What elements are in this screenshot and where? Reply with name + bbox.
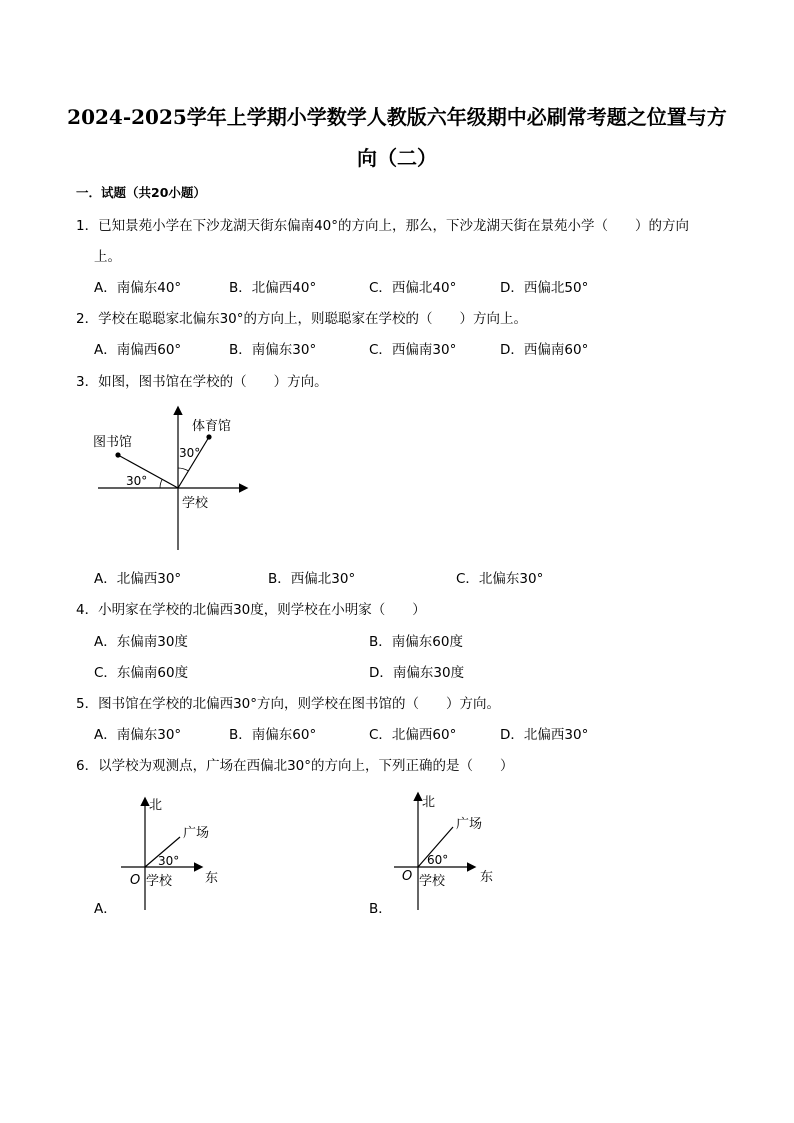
q6b-square-label: 广场	[456, 817, 483, 832]
q6b-origin-label: O	[402, 869, 413, 884]
q3-angle-top-label: 30°	[179, 446, 201, 460]
q3-gym-label: 体育馆	[192, 419, 232, 434]
q2-option-b[interactable]: B．南偏东30°	[229, 342, 317, 358]
q5-option-a[interactable]: A．南偏东30°	[94, 727, 182, 743]
q6b-north-label: 北	[422, 795, 436, 810]
question-5-text: 5．图书馆在学校的北偏西30°方向，则学校在图书馆的（ ）方向。	[76, 696, 501, 712]
page-title-line-1: 2024-2025学年上学期小学数学人教版六年级期中必刷常考题之位置与方	[67, 105, 727, 129]
q6a-school-label: 学校	[146, 874, 173, 889]
q6b-school-label: 学校	[419, 874, 446, 889]
q3-angle-arc-top	[178, 468, 188, 471]
question-1-text: 1．已知景苑小学在下沙龙湖天街东偏南40°的方向上，那么，下沙龙湖天街在景苑小学（ ）的方向	[76, 218, 690, 234]
q1-option-a[interactable]: A．南偏东40°	[94, 280, 182, 296]
q3-school-label: 学校	[182, 496, 209, 511]
q4-option-a[interactable]: A．东偏南30度	[94, 634, 188, 650]
q3-library-label: 图书馆	[93, 435, 133, 450]
q3-gym-point	[206, 434, 211, 439]
question-2-text: 2．学校在聪聪家北偏东30°的方向上，则聪聪家在学校的（ ）方向上。	[76, 311, 528, 327]
q6-figure-a	[115, 795, 235, 915]
q6b-angle-label: 60°	[427, 853, 449, 867]
question-3-text: 3．如图，图书馆在学校的（ ）方向。	[76, 374, 328, 390]
q2-option-a[interactable]: A．南偏西60°	[94, 342, 182, 358]
question-6-text: 6．以学校为观测点，广场在西偏北30°的方向上，下列正确的是（ ）	[76, 758, 514, 774]
q3-angle-arc-left	[160, 479, 162, 488]
q5-option-c[interactable]: C．北偏西60°	[369, 727, 457, 743]
q3-option-a[interactable]: A．北偏西30°	[94, 571, 182, 587]
q1-option-d[interactable]: D．西偏北50°	[500, 280, 589, 296]
q5-option-d[interactable]: D．北偏西30°	[500, 727, 589, 743]
q5-option-b[interactable]: B．南偏东60°	[229, 727, 317, 743]
q1-option-b[interactable]: B．北偏西40°	[229, 280, 317, 296]
q3-direction-figure	[88, 400, 258, 555]
q4-option-c[interactable]: C．东偏南60度	[94, 665, 189, 681]
q6a-east-label: 东	[205, 871, 219, 886]
q2-option-c[interactable]: C．西偏南30°	[369, 342, 457, 358]
q4-option-b[interactable]: B．南偏东60度	[369, 634, 463, 650]
q3-library-point	[115, 452, 120, 457]
q6-figure-b	[388, 788, 508, 913]
q6a-origin-label: O	[130, 873, 141, 888]
section-heading: 一．试题（共20小题）	[76, 185, 206, 200]
question-1-text-cont: 上。	[94, 249, 121, 265]
q4-option-d[interactable]: D．南偏东30度	[369, 665, 465, 681]
q6a-square-label: 广场	[183, 826, 210, 841]
q6-option-a-label[interactable]: A．	[94, 901, 117, 917]
q2-option-d[interactable]: D．西偏南60°	[500, 342, 589, 358]
q6b-east-label: 东	[480, 870, 494, 885]
question-4-text: 4．小明家在学校的北偏西30度，则学校在小明家（ ）	[76, 602, 426, 618]
q6a-angle-label: 30°	[158, 854, 180, 868]
q3-gym-ray	[178, 437, 209, 488]
q3-option-b[interactable]: B．西偏北30°	[268, 571, 356, 587]
page-title-line-2: 向（二）	[357, 146, 437, 170]
q6a-north-label: 北	[149, 798, 163, 813]
q6-option-b-label[interactable]: B．	[369, 901, 392, 917]
q1-option-c[interactable]: C．西偏北40°	[369, 280, 457, 296]
q3-option-c[interactable]: C．北偏东30°	[456, 571, 544, 587]
q3-angle-left-label: 30°	[126, 474, 148, 488]
